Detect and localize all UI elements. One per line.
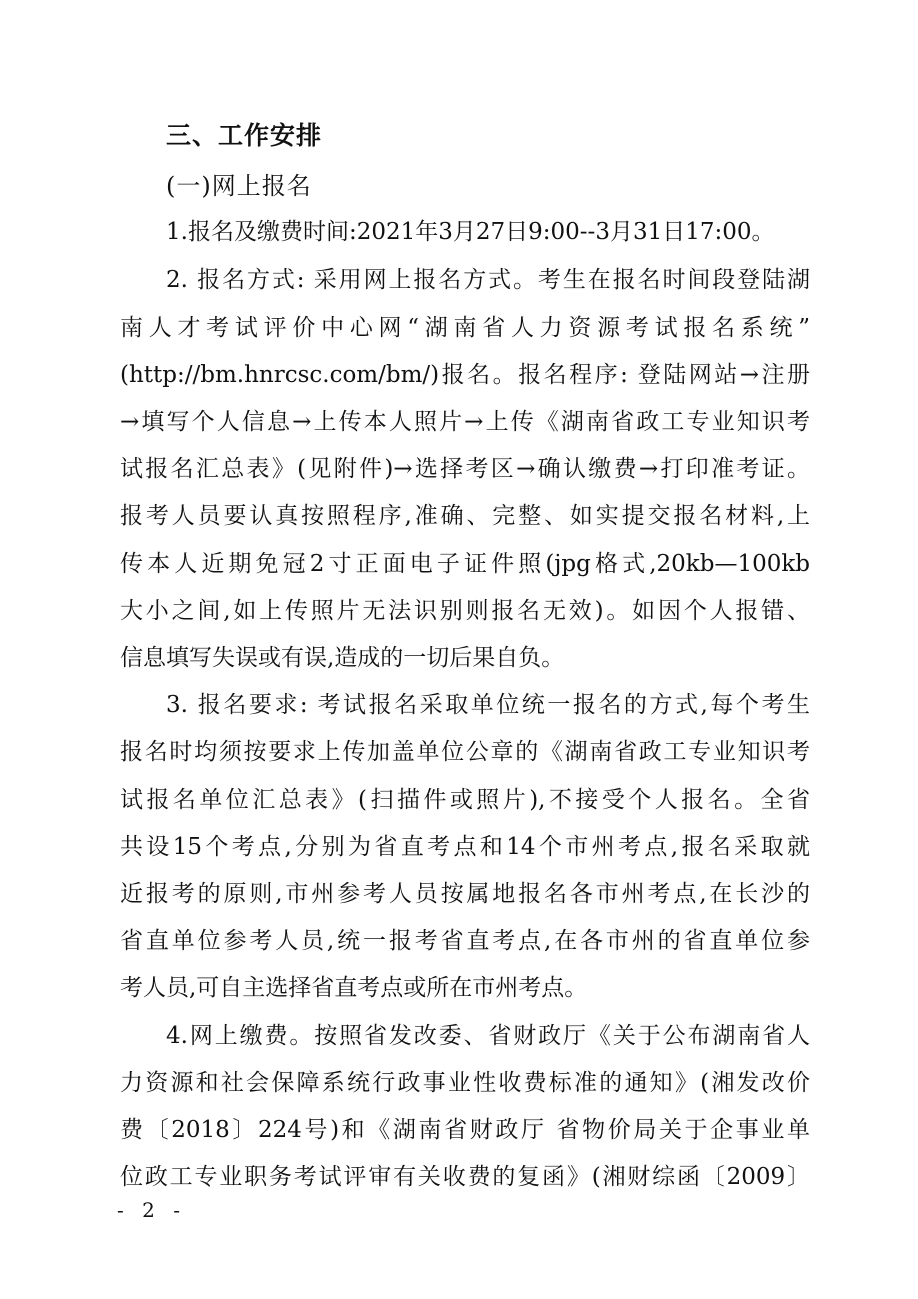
paragraph-line: 报名时均须按要求上传加盖单位公章的《湖南省政工专业知识考 (120, 739, 810, 765)
sub-heading: (一)网上报名 (166, 172, 312, 200)
paragraph-line: 报考人员要认真按照程序,准确、完整、如实提交报名材料,上 (120, 503, 810, 529)
paragraph-line: 4.网上缴费。按照省发改委、省财政厅《关于公布湖南省人 (166, 1023, 810, 1049)
paragraph-line: 1.报名及缴费时间:2021年3月27日9:00--3月31日17:00。 (166, 219, 775, 245)
paragraph-line: 南人才考试评价中心网“湖南省人力资源考试报名系统” (120, 315, 810, 341)
page-number: - 2 - (117, 1198, 186, 1222)
paragraph-line: 试报名单位汇总表》(扫描件或照片),不接受个人报名。全省 (120, 787, 810, 813)
paragraph-line: 近报考的原则,市州参考人员按属地报名各市州考点,在长沙的 (120, 881, 810, 907)
paragraph-line: 省直单位参考人员,统一报考省直考点,在各市州的省直单位参 (120, 928, 810, 954)
paragraph-line: 3. 报名要求: 考试报名采取单位统一报名的方式,每个考生 (166, 692, 810, 718)
paragraph-line: 2. 报名方式: 采用网上报名方式。考生在报名时间段登陆湖 (166, 267, 810, 293)
paragraph-line: 位政工专业职务考试评审有关收费的复函》(湘财综函〔2009〕 (120, 1164, 810, 1190)
paragraph-line: 费〔2018〕224号)和《湖南省财政厅 省物价局关于企事业单 (120, 1117, 810, 1143)
paragraph-line: 试报名汇总表》(见附件)→选择考区→确认缴费→打印准考证。 (120, 456, 810, 482)
paragraph-line: 考人员,可自主选择省直考点或所在市州考点。 (120, 975, 588, 1001)
paragraph-line: 信息填写失误或有误,造成的一切后果自负。 (120, 645, 565, 671)
paragraph-line: 传本人近期免冠2寸正面电子证件照(jpg格式,20kb—100kb (120, 551, 810, 577)
paragraph-line: 力资源和社会保障系统行政事业性收费标准的通知》(湘发改价 (120, 1070, 810, 1096)
section-heading: 三、工作安排 (166, 121, 323, 150)
paragraph-line: 大小之间,如上传照片无法识别则报名无效)。如因个人报错、 (120, 598, 810, 624)
paragraph-line: 共设15个考点,分别为省直考点和14个市州考点,报名采取就 (120, 834, 810, 860)
paragraph-line: (http://bm.hnrcsc.com/bm/)报名。报名程序: 登陆网站→注册 (120, 362, 810, 388)
paragraph-line: →填写个人信息→上传本人照片→上传《湖南省政工专业知识考 (120, 409, 810, 435)
